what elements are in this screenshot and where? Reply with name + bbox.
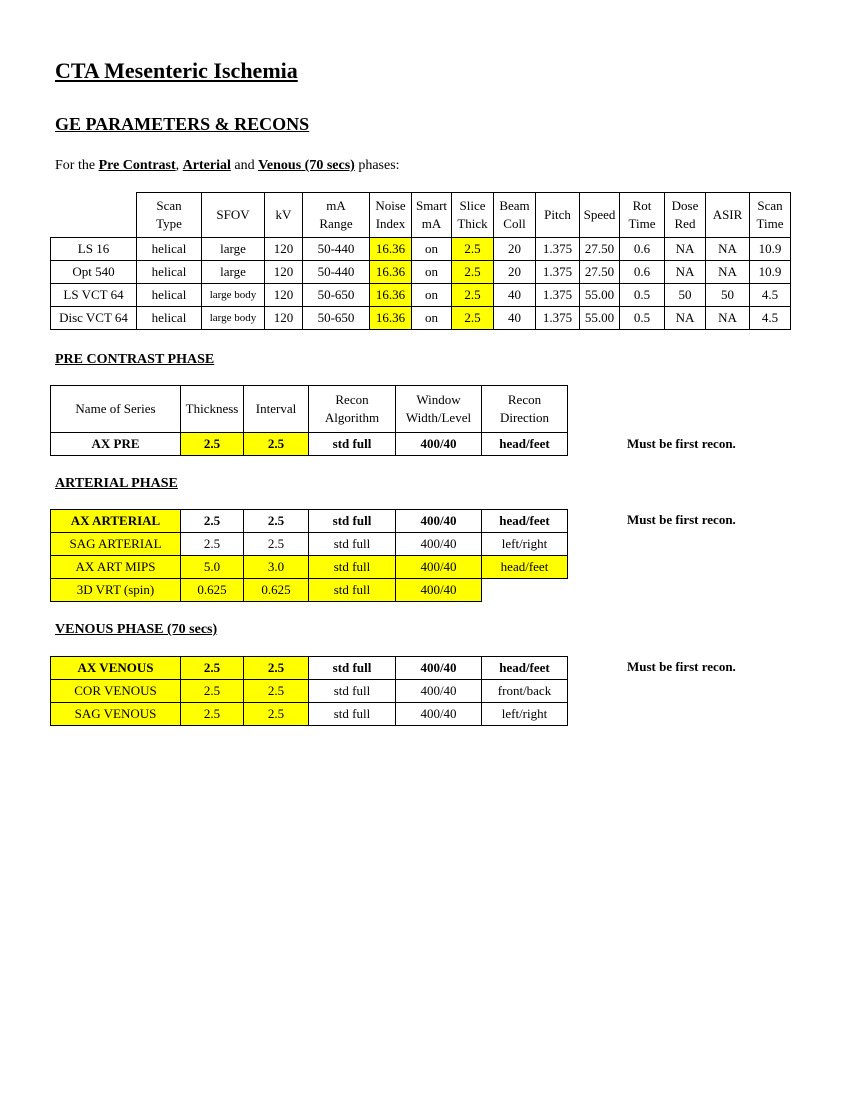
table-cell: 50-650 bbox=[303, 307, 370, 330]
column-header bbox=[51, 386, 181, 433]
table-cell: on bbox=[412, 284, 452, 307]
column-header bbox=[244, 386, 309, 433]
venous-table bbox=[50, 656, 568, 726]
table-cell: 400/40 bbox=[396, 510, 482, 533]
column-header-line: Pitch bbox=[544, 207, 571, 222]
table-row bbox=[51, 238, 791, 261]
table-cell: 20 bbox=[494, 238, 536, 261]
table-cell: AX PRE bbox=[51, 433, 181, 456]
venous-note: Must be first recon. bbox=[627, 659, 736, 674]
column-header-line: Thick bbox=[457, 216, 488, 231]
intro-sep2: and bbox=[230, 158, 259, 173]
column-header bbox=[181, 386, 244, 433]
table-cell: Disc VCT 64 bbox=[51, 307, 137, 330]
table-cell: 2.5 bbox=[181, 433, 244, 456]
table-cell: std full bbox=[309, 657, 396, 680]
column-header bbox=[620, 193, 665, 238]
column-header-line: Algorithm bbox=[324, 410, 380, 425]
column-header-line: Index bbox=[375, 216, 406, 231]
parameters-table bbox=[50, 192, 791, 330]
table-cell: 400/40 bbox=[396, 556, 482, 579]
table-cell: 40 bbox=[494, 284, 536, 307]
table-cell: 0.625 bbox=[244, 579, 309, 602]
table-cell: 1.375 bbox=[536, 284, 580, 307]
column-header bbox=[452, 193, 494, 238]
column-header bbox=[580, 193, 620, 238]
pre-contrast-heading: PRE CONTRAST PHASE bbox=[55, 352, 215, 367]
table-cell: 2.5 bbox=[452, 284, 494, 307]
table-cell: 2.5 bbox=[244, 703, 309, 726]
table-cell: on bbox=[412, 307, 452, 330]
table-cell: 2.5 bbox=[181, 703, 244, 726]
corner-cell bbox=[51, 193, 137, 238]
table-cell: large bbox=[202, 238, 265, 261]
column-header-line: Recon bbox=[507, 392, 542, 407]
table-cell: 16.36 bbox=[370, 261, 412, 284]
table-header-row bbox=[51, 193, 791, 238]
table-cell: 4.5 bbox=[750, 284, 791, 307]
table-cell: NA bbox=[706, 238, 750, 261]
column-header bbox=[412, 193, 452, 238]
table-cell: 20 bbox=[494, 261, 536, 284]
table-cell: 400/40 bbox=[396, 680, 482, 703]
column-header bbox=[482, 386, 568, 433]
column-header-line: Coll bbox=[503, 216, 526, 231]
column-header-line: Thickness bbox=[185, 401, 239, 416]
table-cell: 1.375 bbox=[536, 238, 580, 261]
table-cell: 400/40 bbox=[396, 433, 482, 456]
table-row bbox=[51, 556, 568, 579]
table-cell: head/feet bbox=[482, 433, 568, 456]
table-cell: 2.5 bbox=[452, 307, 494, 330]
column-header bbox=[303, 193, 370, 238]
column-header-line: Range bbox=[319, 216, 353, 231]
table-cell: 2.5 bbox=[244, 680, 309, 703]
table-cell: 3.0 bbox=[244, 556, 309, 579]
column-header-line: Rot bbox=[632, 198, 652, 213]
table-cell: COR VENOUS bbox=[51, 680, 181, 703]
table-cell: helical bbox=[137, 261, 202, 284]
column-header-line: Scan bbox=[156, 198, 182, 213]
arterial-table bbox=[50, 509, 568, 602]
intro-arterial: Arterial bbox=[182, 158, 231, 173]
intro-pre-contrast: Pre Contrast bbox=[98, 158, 176, 173]
table-row bbox=[51, 284, 791, 307]
table-cell: front/back bbox=[482, 680, 568, 703]
venous-heading: VENOUS PHASE (70 secs) bbox=[55, 622, 218, 637]
document-title: CTA Mesenteric Ischemia bbox=[55, 58, 298, 83]
column-header-line: Name of Series bbox=[75, 401, 156, 416]
table-cell: 0.6 bbox=[620, 261, 665, 284]
table-cell: std full bbox=[309, 433, 396, 456]
table-cell: on bbox=[412, 238, 452, 261]
table-cell: 1.375 bbox=[536, 307, 580, 330]
table-cell: 2.5 bbox=[244, 533, 309, 556]
column-header-line: Window bbox=[416, 392, 461, 407]
table-cell: NA bbox=[665, 238, 706, 261]
column-header-line: ASIR bbox=[712, 207, 743, 222]
column-header bbox=[137, 193, 202, 238]
table-cell: 50 bbox=[665, 284, 706, 307]
column-header-line: kV bbox=[275, 207, 292, 222]
column-header-line: Speed bbox=[583, 207, 616, 222]
column-header-line: Direction bbox=[499, 410, 550, 425]
table-row bbox=[51, 307, 791, 330]
table-cell bbox=[482, 579, 568, 602]
table-row bbox=[51, 657, 568, 680]
table-cell: 50-440 bbox=[303, 261, 370, 284]
table-cell: 120 bbox=[265, 284, 303, 307]
table-cell: std full bbox=[309, 510, 396, 533]
table-cell: large bbox=[202, 261, 265, 284]
table-cell: 10.9 bbox=[750, 261, 791, 284]
column-header-line: Scan bbox=[757, 198, 783, 213]
table-cell: helical bbox=[137, 307, 202, 330]
column-header-line: Noise bbox=[375, 198, 406, 213]
column-header-line: Recon bbox=[335, 392, 369, 407]
table-cell: 400/40 bbox=[396, 579, 482, 602]
table-cell: 55.00 bbox=[580, 284, 620, 307]
table-cell: 4.5 bbox=[750, 307, 791, 330]
table-cell: large body bbox=[202, 284, 265, 307]
table-cell: 120 bbox=[265, 238, 303, 261]
column-header bbox=[665, 193, 706, 238]
intro-prefix: For the bbox=[55, 158, 99, 173]
table-cell: 1.375 bbox=[536, 261, 580, 284]
column-header bbox=[396, 386, 482, 433]
column-header bbox=[265, 193, 303, 238]
column-header bbox=[706, 193, 750, 238]
column-header bbox=[309, 386, 396, 433]
column-header-line: Time bbox=[628, 216, 656, 231]
table-cell: AX ART MIPS bbox=[51, 556, 181, 579]
table-cell: 0.5 bbox=[620, 284, 665, 307]
column-header-line: mA bbox=[326, 198, 346, 213]
table-cell: std full bbox=[309, 579, 396, 602]
table-cell: 5.0 bbox=[181, 556, 244, 579]
column-header-line: SFOV bbox=[216, 207, 250, 222]
table-cell: 3D VRT (spin) bbox=[51, 579, 181, 602]
pre-contrast-table bbox=[50, 385, 568, 456]
table-cell: 2.5 bbox=[452, 261, 494, 284]
column-header bbox=[370, 193, 412, 238]
table-cell: 2.5 bbox=[452, 238, 494, 261]
table-cell: head/feet bbox=[482, 657, 568, 680]
pre-contrast-note: Must be first recon. bbox=[627, 436, 736, 451]
table-row bbox=[51, 433, 568, 456]
table-cell: 16.36 bbox=[370, 238, 412, 261]
table-cell: 0.625 bbox=[181, 579, 244, 602]
column-header-line: Time bbox=[756, 216, 784, 231]
table-cell: 55.00 bbox=[580, 307, 620, 330]
table-cell: std full bbox=[309, 556, 396, 579]
table-cell: 0.5 bbox=[620, 307, 665, 330]
table-cell: 2.5 bbox=[181, 533, 244, 556]
table-row bbox=[51, 533, 568, 556]
column-header bbox=[750, 193, 791, 238]
table-cell: large body bbox=[202, 307, 265, 330]
table-cell: 400/40 bbox=[396, 533, 482, 556]
column-header bbox=[494, 193, 536, 238]
intro-text bbox=[55, 158, 400, 174]
intro-sep1: , bbox=[175, 158, 183, 173]
table-cell: NA bbox=[706, 307, 750, 330]
table-cell: NA bbox=[665, 307, 706, 330]
table-cell: std full bbox=[309, 703, 396, 726]
table-cell: std full bbox=[309, 680, 396, 703]
table-cell: NA bbox=[665, 261, 706, 284]
column-header bbox=[202, 193, 265, 238]
table-cell: NA bbox=[706, 261, 750, 284]
column-header-line: Interval bbox=[255, 401, 297, 416]
column-header-line: Type bbox=[156, 216, 182, 231]
table-header-row bbox=[51, 386, 568, 433]
table-cell: 27.50 bbox=[580, 238, 620, 261]
table-cell: helical bbox=[137, 284, 202, 307]
table-row bbox=[51, 703, 568, 726]
table-cell: LS VCT 64 bbox=[51, 284, 137, 307]
table-cell: 50 bbox=[706, 284, 750, 307]
table-cell: 50-440 bbox=[303, 238, 370, 261]
table-cell: 2.5 bbox=[181, 510, 244, 533]
table-row bbox=[51, 680, 568, 703]
table-cell: 2.5 bbox=[181, 657, 244, 680]
table-cell: 400/40 bbox=[396, 703, 482, 726]
table-row bbox=[51, 261, 791, 284]
table-cell: left/right bbox=[482, 703, 568, 726]
table-cell: 120 bbox=[265, 261, 303, 284]
column-header-line: Slice bbox=[459, 198, 486, 213]
table-cell: 50-650 bbox=[303, 284, 370, 307]
table-cell: LS 16 bbox=[51, 238, 137, 261]
section-title: GE PARAMETERS & RECONS bbox=[55, 114, 310, 134]
table-row bbox=[51, 579, 568, 602]
column-header-line: Red bbox=[674, 216, 696, 231]
table-cell: 400/40 bbox=[396, 657, 482, 680]
column-header-line: Width/Level bbox=[405, 410, 472, 425]
column-header-line: mA bbox=[421, 216, 442, 231]
table-cell: 16.36 bbox=[370, 284, 412, 307]
column-header-line: Smart bbox=[415, 198, 448, 213]
table-cell: on bbox=[412, 261, 452, 284]
table-cell: 120 bbox=[265, 307, 303, 330]
column-header-line: Beam bbox=[499, 198, 530, 213]
table-row bbox=[51, 510, 568, 533]
table-cell: 10.9 bbox=[750, 238, 791, 261]
intro-suffix: phases: bbox=[354, 158, 400, 173]
table-cell: 0.6 bbox=[620, 238, 665, 261]
table-cell: AX VENOUS bbox=[51, 657, 181, 680]
table-cell: SAG VENOUS bbox=[51, 703, 181, 726]
table-cell: 2.5 bbox=[244, 433, 309, 456]
arterial-heading: ARTERIAL PHASE bbox=[55, 476, 178, 491]
table-cell: left/right bbox=[482, 533, 568, 556]
intro-venous: Venous (70 secs) bbox=[258, 158, 355, 173]
arterial-note: Must be first recon. bbox=[627, 512, 736, 527]
table-cell: AX ARTERIAL bbox=[51, 510, 181, 533]
column-header bbox=[536, 193, 580, 238]
table-cell: head/feet bbox=[482, 556, 568, 579]
table-cell: 16.36 bbox=[370, 307, 412, 330]
table-cell: std full bbox=[309, 533, 396, 556]
table-cell: SAG ARTERIAL bbox=[51, 533, 181, 556]
table-cell: helical bbox=[137, 238, 202, 261]
table-cell: 2.5 bbox=[244, 657, 309, 680]
table-cell: head/feet bbox=[482, 510, 568, 533]
table-cell: 27.50 bbox=[580, 261, 620, 284]
column-header-line: Dose bbox=[671, 198, 699, 213]
table-cell: Opt 540 bbox=[51, 261, 137, 284]
table-cell: 2.5 bbox=[181, 680, 244, 703]
table-cell: 2.5 bbox=[244, 510, 309, 533]
table-cell: 40 bbox=[494, 307, 536, 330]
